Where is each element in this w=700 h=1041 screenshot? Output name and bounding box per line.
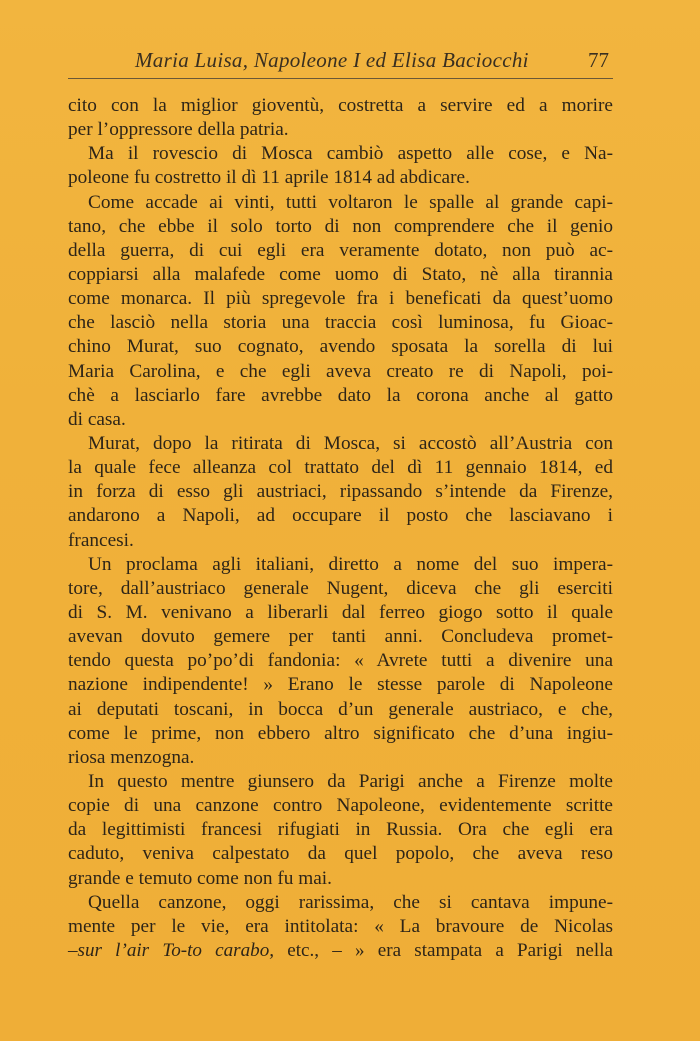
text-line: nazione indipendente! » Erano le stesse parole di Napoleone (68, 674, 613, 696)
text-line: tano, che ebbe il solo torto di non comprendere che il genio (68, 215, 613, 237)
text-line: ai deputati toscani, in bocca d’un generale austriaco, e che, (68, 698, 613, 720)
text-line: come le prime, non ebbero altro significato che d’una ingiu- (68, 722, 613, 744)
text-line: andarono a Napoli, ad occupare il posto che lasciavano i (68, 505, 613, 527)
text-line: Maria Carolina, e che egli aveva creato re di Napoli, poi- (68, 360, 613, 382)
text-line: Un proclama agli italiani, diretto a nome del suo impera- (88, 553, 613, 575)
final-line-rest: etc., – » era stampata a Parigi nella (274, 939, 613, 961)
text-line: come monarca. Il più spregevole fra i beneficati da quest’uomo (68, 288, 613, 310)
text-line: caduto, veniva calpestato da quel popolo, che aveva reso (68, 843, 613, 865)
text-line: coppiarsi alla malafede come uomo di Stato, nè alla tirannia (68, 263, 613, 285)
text-line: poleone fu costretto il dì 11 aprile 1814 ad abdicare. (68, 167, 470, 189)
header-rule (68, 78, 613, 79)
text-line: Ma il rovescio di Mosca cambiò aspetto alle cose, e Na- (88, 143, 613, 165)
text-line: grande e temuto come non fu mai. (68, 867, 332, 889)
final-line-italic: sur l’air To-to carabo, (77, 939, 275, 961)
text-line: di casa. (68, 408, 126, 430)
text-line: per l’oppressore della patria. (68, 119, 289, 141)
final-line-prefix: – (68, 939, 78, 961)
text-line: Quella canzone, oggi rarissima, che si cantava impune- (88, 891, 613, 913)
body-text (68, 94, 613, 963)
text-line: da legittimisti francesi rifugiati in Russia. Ora che egli era (68, 819, 613, 841)
text-line-final (68, 939, 613, 963)
text-line: Come accade ai vinti, tutti voltaron le spalle al grande capi- (88, 191, 613, 213)
text-line: In questo mentre giunsero da Parigi anche a Firenze molte (88, 770, 613, 792)
text-line: tendo questa po’po’di fandonia: « Avrete tutti a divenire una (68, 650, 613, 672)
text-line: Murat, dopo la ritirata di Mosca, si accostò all’Austria con (88, 432, 613, 454)
text-line: della guerra, di cui egli era veramente dotato, non può ac- (68, 239, 613, 261)
text-line: chino Murat, suo cognato, avendo sposata la sorella di lui (68, 336, 613, 358)
text-line: la quale fece alleanza col trattato del dì 11 gennaio 1814, ed (68, 457, 613, 479)
running-header (68, 46, 613, 76)
text-line: avevan dovuto gemere per tanti anni. Concludeva promet- (68, 626, 613, 648)
running-title: Maria Luisa, Napoleone I ed Elisa Baciocchi (135, 48, 529, 72)
text-line: chè a lasciarlo fare avrebbe dato la corona anche al gatto (68, 384, 613, 406)
text-line: di S. M. venivano a liberarli dal ferreo giogo sotto il quale (68, 601, 613, 623)
text-line: francesi. (68, 529, 134, 551)
text-line: in forza di esso gli austriaci, ripassando s’intende da Firenze, (68, 481, 613, 503)
text-line: mente per le vie, era intitolata: « La bravoure de Nicolas (68, 915, 613, 937)
text-line: che lasciò nella storia una traccia così luminosa, fu Gioac- (68, 312, 613, 334)
text-line: tore, dall’austriaco generale Nugent, diceva che gli eserciti (68, 577, 613, 599)
text-line: cito con la miglior gioventù, costretta a servire ed a morire (68, 95, 613, 116)
text-line: copie di una canzone contro Napoleone, evidentemente scritte (68, 795, 613, 817)
page-number: 77 (588, 48, 609, 72)
text-line: riosa menzogna. (68, 746, 195, 768)
